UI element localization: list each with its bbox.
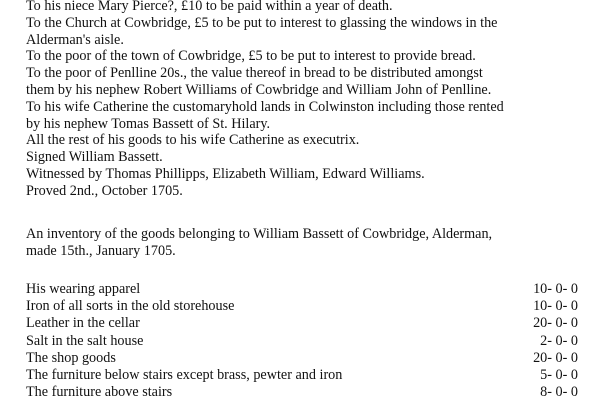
inventory-item-label: His wearing apparel [26,281,141,297]
inventory-item-label: Salt in the salt house [26,332,144,349]
inventory-item-value: 20- 0- 0 [533,349,578,366]
inventory-intro [26,226,586,260]
inventory-item [26,298,578,315]
will-line: them by his nephew Robert Williams of Cowbridge and William John of Penlline. [26,81,492,98]
inventory-item-label: The furniture above stairs [26,384,173,401]
will-line: To the poor of the town of Cowbridge, £5 to be put to interest to provide bread. [26,48,476,65]
inventory-item-value: 8- 0- 0 [540,384,578,401]
will-line: All the rest of his goods to his wife Catherine as executrix. [26,132,360,149]
will-bequests [26,0,586,200]
inventory-item [26,384,578,401]
inventory-item-value: 10- 0- 0 [533,281,578,297]
inventory-item-label: The shop goods [26,349,116,366]
inventory-item [26,367,578,384]
inventory-item-value: 20- 0- 0 [533,315,578,332]
inventory-item-value: 5- 0- 0 [540,367,578,384]
will-line: Alderman's aisle. [26,31,124,48]
inventory-intro-line: An inventory of the goods belonging to William Bassett of Cowbridge, Alderman, [26,226,493,242]
inventory-item-label: Iron of all sorts in the old storehouse [26,298,235,315]
will-proved-line: Proved 2nd., October 1705. [26,182,183,199]
inventory-item [26,281,578,298]
inventory-item [26,333,578,350]
inventory-intro-line: made 15th., January 1705. [26,242,176,259]
will-line: by his nephew Tomas Bassett of St. Hilary. [26,115,271,132]
inventory-item-label: Leather in the cellar [26,315,140,332]
inventory-item-label: The furniture below stairs except brass, pewter and iron [26,367,343,384]
inventory-item [26,315,578,332]
inventory-item-value: 2- 0- 0 [540,332,578,349]
will-line: To his wife Catherine the customaryhold lands in Colwinston including those rented [26,98,504,115]
inventory-item-value: 10- 0- 0 [533,298,578,315]
will-line: To the poor of Penlline 20s., the value thereof in bread to be distributed amongst [26,65,483,82]
will-line: To his niece Mary Pierce?, £10 to be paid within a year of death. [26,0,393,14]
inventory-list [26,281,578,401]
will-witness-line: Witnessed by Thomas Phillipps, Elizabeth William, Edward Williams. [26,165,425,182]
will-line: To the Church at Cowbridge, £5 to be put to interest to glassing the windows in the [26,14,498,31]
will-signature-line: Signed William Bassett. [26,149,163,166]
inventory-item [26,350,578,367]
